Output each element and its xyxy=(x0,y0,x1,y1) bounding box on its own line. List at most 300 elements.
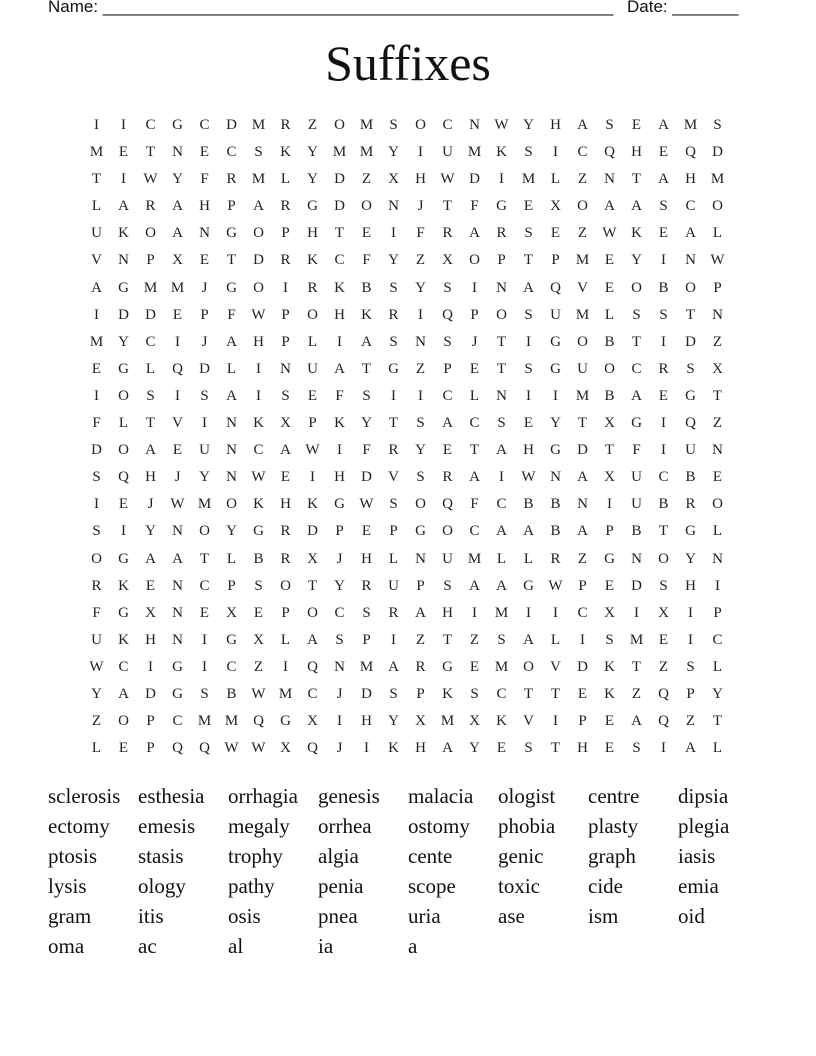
grid-letter: N xyxy=(577,496,588,513)
grid-letter: Z xyxy=(577,171,588,188)
grid-letter: G xyxy=(550,360,561,377)
grid-letter: E xyxy=(361,225,372,242)
grid-letter: W xyxy=(521,469,536,486)
grid-letter: E xyxy=(172,442,183,459)
grid-letter: S xyxy=(524,740,533,757)
grid-letter: D xyxy=(631,577,642,594)
grid-letter: D xyxy=(334,198,345,215)
grid-letter: C xyxy=(334,252,345,269)
grid-letter: S xyxy=(605,117,614,133)
grid-letter: H xyxy=(550,117,561,133)
grid-letter: B xyxy=(361,279,372,296)
grid-letter: P xyxy=(443,360,452,377)
grid-letter: Y xyxy=(145,523,156,540)
grid-letter: Z xyxy=(712,333,723,350)
grid-letter: I xyxy=(391,631,396,648)
grid-letter: E xyxy=(604,577,615,594)
grid-letter: K xyxy=(442,685,453,702)
grid-letter: S xyxy=(389,279,398,296)
grid-letter: E xyxy=(523,198,534,215)
grid-letter: F xyxy=(362,252,371,269)
grid-letter: C xyxy=(496,685,507,702)
grid-letter: D xyxy=(145,685,156,702)
grid-letter: Z xyxy=(361,171,372,188)
grid-letter: I xyxy=(607,496,612,513)
grid-letter: T xyxy=(631,333,642,350)
grid-letter: Y xyxy=(388,144,399,161)
grid-letter: A xyxy=(118,198,129,215)
word-list-item: plasty xyxy=(588,814,639,838)
grid-letter: M xyxy=(710,171,725,188)
grid-letter: S xyxy=(389,333,398,350)
grid-letter: M xyxy=(89,144,104,161)
grid-letter: I xyxy=(499,171,504,188)
grid-letter: A xyxy=(91,279,102,296)
grid-letter: R xyxy=(550,550,561,567)
grid-letter: F xyxy=(632,442,641,459)
grid-letter: S xyxy=(659,198,668,215)
grid-letter: S xyxy=(362,604,371,621)
grid-letter: W xyxy=(89,658,104,675)
grid-letter: P xyxy=(281,333,290,350)
grid-letter: Z xyxy=(685,713,696,730)
grid-letter: H xyxy=(685,171,696,188)
grid-letter: N xyxy=(199,225,210,242)
grid-letter: J xyxy=(201,333,208,350)
grid-letter: K xyxy=(118,225,129,242)
grid-letter: U xyxy=(577,360,588,377)
word-list-item: orrhagia xyxy=(228,784,298,808)
grid-letter: Z xyxy=(415,631,426,648)
grid-letter: D xyxy=(199,360,210,377)
grid-letter: L xyxy=(91,198,102,215)
grid-letter: M xyxy=(332,144,347,161)
grid-letter: F xyxy=(92,604,101,621)
grid-letter: D xyxy=(685,333,696,350)
grid-letter: I xyxy=(94,117,99,133)
grid-letter: K xyxy=(118,631,129,648)
grid-letter: G xyxy=(172,685,183,702)
grid-letter: Z xyxy=(712,415,723,432)
grid-letter: P xyxy=(497,252,506,269)
grid-letter: T xyxy=(307,577,318,594)
grid-letter: U xyxy=(442,144,453,161)
grid-letter: N xyxy=(469,117,480,133)
grid-letter: H xyxy=(577,740,588,757)
grid-letter: D xyxy=(334,171,345,188)
grid-letter: D xyxy=(469,171,480,188)
grid-letter: R xyxy=(388,306,399,323)
grid-letter: Y xyxy=(307,144,318,161)
grid-letter: M xyxy=(197,496,212,513)
grid-letter: X xyxy=(253,631,264,648)
grid-letter: I xyxy=(688,604,693,621)
grid-letter: F xyxy=(362,442,371,459)
grid-letter: D xyxy=(118,306,129,323)
grid-letter: S xyxy=(443,577,452,594)
grid-letter: O xyxy=(361,198,372,215)
grid-letter: L xyxy=(604,306,615,323)
grid-letter: F xyxy=(227,306,236,323)
grid-letter: S xyxy=(443,279,452,296)
header xyxy=(48,0,748,19)
grid-letter: C xyxy=(145,117,156,133)
grid-letter: W xyxy=(251,740,266,757)
grid-letter: O xyxy=(604,360,615,377)
grid-letter: M xyxy=(224,713,239,730)
grid-letter: A xyxy=(577,523,588,540)
grid-letter: C xyxy=(577,604,588,621)
grid-letter: K xyxy=(604,685,615,702)
word-list-item: graph xyxy=(588,844,636,868)
grid-letter: S xyxy=(659,306,668,323)
word-list-item: ology xyxy=(138,874,186,898)
grid-letter: N xyxy=(334,658,345,675)
grid-letter: I xyxy=(364,740,369,757)
grid-letter: M xyxy=(467,144,482,161)
grid-letter: O xyxy=(307,604,318,621)
grid-letter: Y xyxy=(415,442,426,459)
word-list-item: gram xyxy=(48,904,92,928)
grid-letter: M xyxy=(467,550,482,567)
grid-letter: P xyxy=(281,604,290,621)
grid-letter: E xyxy=(604,713,615,730)
grid-letter: A xyxy=(469,225,480,242)
grid-letter: S xyxy=(524,360,533,377)
grid-letter: E xyxy=(145,577,156,594)
grid-letter: M xyxy=(575,306,590,323)
grid-letter: J xyxy=(417,198,424,215)
grid-letter: N xyxy=(226,469,237,486)
word-list xyxy=(48,781,768,961)
grid-letter: C xyxy=(442,387,453,404)
word-list-item: cente xyxy=(408,844,453,868)
grid-letter: M xyxy=(143,279,158,296)
grid-letter: C xyxy=(226,144,237,161)
grid-letter: L xyxy=(388,550,399,567)
grid-letter: K xyxy=(280,144,291,161)
grid-letter: Q xyxy=(307,740,318,757)
grid-letter: S xyxy=(524,225,533,242)
grid-letter: O xyxy=(712,198,723,215)
grid-letter: N xyxy=(712,550,723,567)
grid-letter: A xyxy=(469,469,480,486)
word-list-item: trophy xyxy=(228,844,283,868)
word-list-item: plegia xyxy=(678,814,730,838)
grid-letter: S xyxy=(200,387,209,404)
word-list-item: emesis xyxy=(138,814,196,838)
grid-letter: T xyxy=(145,144,156,161)
grid-letter: T xyxy=(442,631,453,648)
grid-letter: O xyxy=(415,496,426,513)
grid-letter: M xyxy=(521,171,536,188)
grid-letter: A xyxy=(685,740,696,757)
grid-letter: C xyxy=(199,577,210,594)
grid-letter: A xyxy=(658,171,669,188)
grid-letter: W xyxy=(440,171,455,188)
grid-letter: I xyxy=(337,713,342,730)
name-field-label: Name: ______________________________________________________ xyxy=(48,0,614,16)
word-list-item: osis xyxy=(228,904,261,928)
grid-letter: P xyxy=(200,306,209,323)
grid-letter: E xyxy=(604,252,615,269)
grid-letter: Z xyxy=(307,117,318,133)
grid-letter: R xyxy=(280,252,291,269)
grid-letter: I xyxy=(256,360,261,377)
grid-letter: B xyxy=(253,550,264,567)
grid-letter: Q xyxy=(442,306,453,323)
grid-letter: S xyxy=(416,469,425,486)
grid-letter: R xyxy=(442,469,453,486)
grid-letter: S xyxy=(146,387,155,404)
grid-letter: I xyxy=(661,442,666,459)
grid-letter: S xyxy=(254,144,263,161)
grid-letter: S xyxy=(281,387,290,404)
grid-letter: A xyxy=(523,279,534,296)
grid-letter: Z xyxy=(469,631,480,648)
grid-letter: A xyxy=(388,658,399,675)
grid-letter: G xyxy=(334,496,345,513)
grid-letter: C xyxy=(118,658,129,675)
grid-letter: M xyxy=(494,658,509,675)
grid-letter: H xyxy=(307,225,318,242)
grid-letter: O xyxy=(577,333,588,350)
grid-letter: P xyxy=(416,577,425,594)
grid-letter: D xyxy=(361,469,372,486)
grid-letter: T xyxy=(685,306,696,323)
grid-letter: L xyxy=(280,171,291,188)
grid-letter: N xyxy=(172,523,183,540)
grid-letter: L xyxy=(118,415,129,432)
grid-letter: X xyxy=(604,469,615,486)
grid-letter: Q xyxy=(307,658,318,675)
grid-letter: A xyxy=(577,469,588,486)
grid-letter: C xyxy=(442,117,453,133)
grid-letter: I xyxy=(337,333,342,350)
grid-letter: Y xyxy=(334,577,345,594)
grid-letter: P xyxy=(227,198,236,215)
grid-letter: T xyxy=(523,685,534,702)
grid-letter: T xyxy=(469,442,480,459)
grid-letter: X xyxy=(280,415,291,432)
grid-letter: N xyxy=(172,631,183,648)
grid-letter: I xyxy=(553,387,558,404)
grid-letter: I xyxy=(715,577,720,594)
grid-letter: P xyxy=(416,685,425,702)
grid-letter: D xyxy=(226,117,237,133)
grid-letter: X xyxy=(658,604,669,621)
word-list-item: genic xyxy=(498,844,544,868)
grid-letter: O xyxy=(307,306,318,323)
grid-letter: Z xyxy=(415,360,426,377)
grid-letter: M xyxy=(359,117,374,133)
grid-letter: B xyxy=(523,496,534,513)
grid-letter: P xyxy=(713,279,722,296)
grid-letter: X xyxy=(145,604,156,621)
grid-letter: E xyxy=(631,117,642,133)
grid-letter: S xyxy=(686,360,695,377)
grid-letter: I xyxy=(202,631,207,648)
grid-letter: A xyxy=(253,198,264,215)
grid-letter: S xyxy=(254,577,263,594)
grid-letter: S xyxy=(686,658,695,675)
grid-letter: Y xyxy=(172,171,183,188)
grid-letter: W xyxy=(548,577,563,594)
grid-letter: H xyxy=(145,469,156,486)
grid-letter: I xyxy=(418,306,423,323)
grid-letter: X xyxy=(172,252,183,269)
page-title: Suffixes xyxy=(325,35,491,91)
grid-letter: P xyxy=(146,252,155,269)
grid-letter: A xyxy=(496,577,507,594)
grid-letter: N xyxy=(550,469,561,486)
grid-letter: U xyxy=(199,442,210,459)
word-list-item: pnea xyxy=(318,904,358,928)
grid-letter: Y xyxy=(415,279,426,296)
grid-letter: L xyxy=(550,631,561,648)
grid-letter: O xyxy=(685,279,696,296)
grid-letter: E xyxy=(91,360,102,377)
grid-letter: S xyxy=(200,685,209,702)
grid-letter: S xyxy=(659,577,668,594)
grid-letter: M xyxy=(629,631,644,648)
grid-letter: B xyxy=(658,496,669,513)
grid-letter: D xyxy=(712,144,723,161)
grid-letter: T xyxy=(361,360,372,377)
grid-letter: N xyxy=(280,360,291,377)
grid-letter: X xyxy=(280,740,291,757)
grid-letter: A xyxy=(118,685,129,702)
grid-letter: M xyxy=(359,144,374,161)
word-list-item: centre xyxy=(588,784,640,808)
grid-letter: H xyxy=(685,577,696,594)
grid-letter: C xyxy=(631,360,642,377)
grid-letter: Y xyxy=(469,740,480,757)
grid-letter: I xyxy=(418,387,423,404)
grid-letter: F xyxy=(470,496,479,513)
grid-letter: R xyxy=(91,577,102,594)
grid-letter: A xyxy=(172,550,183,567)
grid-letter: Y xyxy=(199,469,210,486)
grid-letter: T xyxy=(91,171,102,188)
grid-letter: T xyxy=(145,415,156,432)
grid-letter: O xyxy=(145,225,156,242)
grid-letter: F xyxy=(92,415,101,432)
grid-letter: X xyxy=(469,713,480,730)
word-list-item: megaly xyxy=(228,814,290,838)
grid-letter: N xyxy=(172,577,183,594)
grid-letter: E xyxy=(118,144,129,161)
grid-letter: N xyxy=(685,252,696,269)
grid-letter: G xyxy=(226,225,237,242)
grid-letter: I xyxy=(472,604,477,621)
grid-letter: Y xyxy=(631,252,642,269)
word-list-item: ologist xyxy=(498,784,556,808)
grid-letter: J xyxy=(336,685,343,702)
grid-letter: X xyxy=(388,171,399,188)
grid-letter: O xyxy=(334,117,345,133)
grid-letter: X xyxy=(604,604,615,621)
grid-letter: O xyxy=(118,442,129,459)
grid-letter: G xyxy=(685,523,696,540)
grid-letter: V xyxy=(550,658,561,675)
grid-letter: O xyxy=(280,577,291,594)
grid-letter: L xyxy=(712,225,723,242)
grid-letter: S xyxy=(497,415,506,432)
word-list-item: pathy xyxy=(228,874,275,898)
grid-letter: S xyxy=(335,631,344,648)
grid-letter: E xyxy=(199,144,210,161)
grid-letter: I xyxy=(661,415,666,432)
grid-letter: K xyxy=(253,415,264,432)
grid-letter: Y xyxy=(523,117,534,133)
grid-letter: P xyxy=(578,713,587,730)
grid-letter: L xyxy=(226,550,237,567)
grid-letter: I xyxy=(472,279,477,296)
grid-letter: S xyxy=(524,144,533,161)
grid-letter: I xyxy=(553,144,558,161)
grid-letter: I xyxy=(661,333,666,350)
word-list-item: ptosis xyxy=(48,844,98,868)
grid-letter: N xyxy=(226,415,237,432)
grid-letter: I xyxy=(175,387,180,404)
grid-letter: T xyxy=(523,252,534,269)
grid-letter: C xyxy=(496,496,507,513)
grid-letter: J xyxy=(201,279,208,296)
grid-letter: B xyxy=(550,496,561,513)
grid-letter: H xyxy=(334,306,345,323)
grid-letter: F xyxy=(335,387,344,404)
grid-letter: R xyxy=(226,171,237,188)
grid-letter: K xyxy=(361,306,372,323)
grid-letter: P xyxy=(470,306,479,323)
grid-letter: X xyxy=(442,252,453,269)
grid-letter: B xyxy=(604,387,615,404)
grid-letter: W xyxy=(602,225,617,242)
grid-letter: Z xyxy=(91,713,102,730)
grid-letter: O xyxy=(469,252,480,269)
grid-letter: P xyxy=(686,685,695,702)
grid-letter: Y xyxy=(91,685,102,702)
date-field-label: Date: _______ xyxy=(627,0,739,16)
grid-letter: X xyxy=(226,604,237,621)
grid-letter: R xyxy=(361,577,372,594)
grid-letter: C xyxy=(469,523,480,540)
grid-letter: G xyxy=(523,577,534,594)
grid-letter: T xyxy=(604,442,615,459)
word-list-item: sclerosis xyxy=(48,784,121,808)
grid-letter: K xyxy=(118,577,129,594)
grid-letter: A xyxy=(496,442,507,459)
grid-letter: E xyxy=(199,252,210,269)
grid-letter: E xyxy=(658,387,669,404)
grid-letter: P xyxy=(227,577,236,594)
grid-letter: V xyxy=(91,252,102,269)
grid-letter: R xyxy=(145,198,156,215)
grid-letter: C xyxy=(253,442,264,459)
grid-letter: H xyxy=(145,631,156,648)
grid-letter: Y xyxy=(388,713,399,730)
grid-letter: S xyxy=(362,387,371,404)
grid-letter: F xyxy=(200,171,209,188)
grid-letter: C xyxy=(307,685,318,702)
grid-letter: R xyxy=(280,198,291,215)
grid-letter: A xyxy=(658,117,669,133)
grid-letter: T xyxy=(631,658,642,675)
grid-letter: L xyxy=(496,550,507,567)
grid-letter: L xyxy=(712,658,723,675)
grid-letter: U xyxy=(307,360,318,377)
